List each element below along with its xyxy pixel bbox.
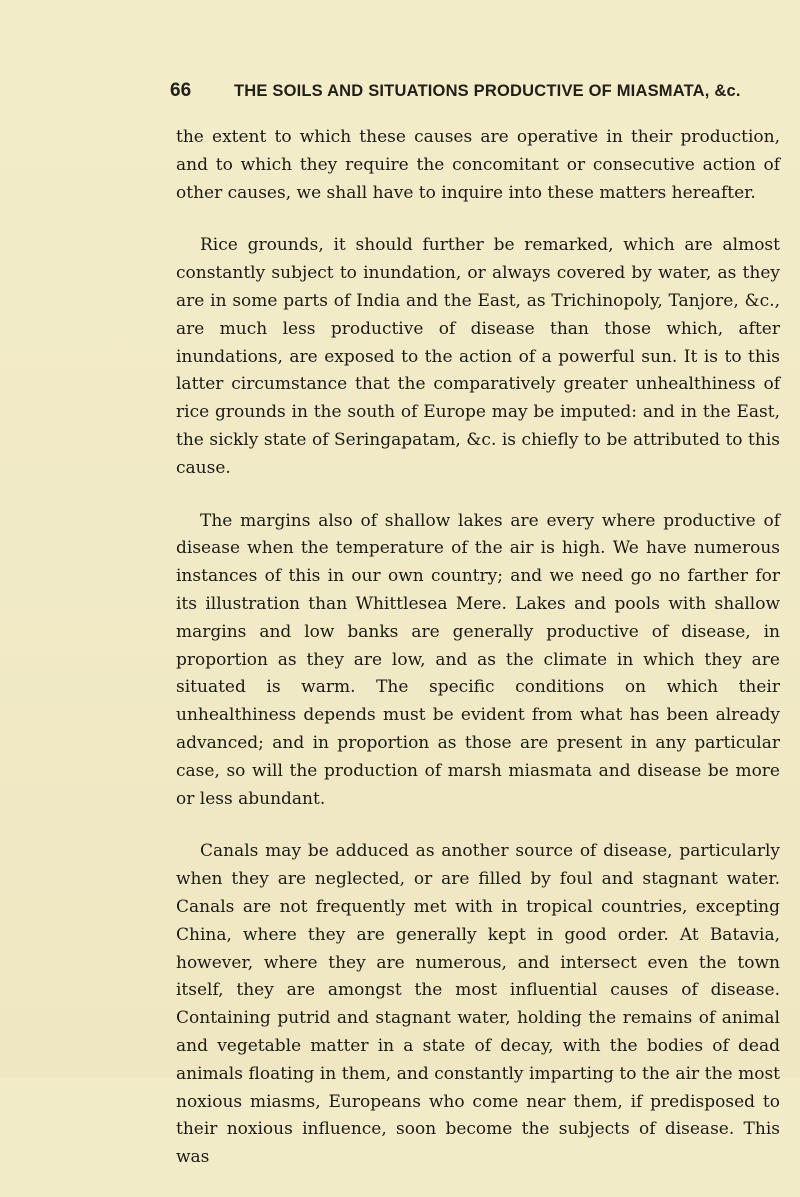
page-number: 66: [170, 80, 192, 101]
paragraph-shallow-lakes: The margins also of shallow lakes are every where productive of disease when the temperature of the air is high. We have numerous instances of this in our own country; and we need go no farther for its illustration than Whittlesea Mere. Lakes and pools with shallow margins and low banks are generally productive of disease, in proportion as they are low, and as the climate in which they are situated is warm. The specific conditions on which their unhealthiness depends must be evident from what has been already advanced; and in proportion as those are present in any particular case, so will the production of marsh miasmata and disease be more or less abundant.: [176, 510, 780, 809]
paragraph-canals: Canals may be adduced as another source of disease, particularly when they are neglected, or are filled by foul and stagnant water. Canals are not frequently met with in tropical countries, excepting China, where they are generally kept in good order. At Batavia, however, where they are numerous, and intersect even the town itself, they are amongst the most influential causes of disease. Containing putrid and stagnant water, holding the remains of animal and vegetable matter in a state of decay, with the bodies of dead animals floating in them, and constantly imparting to the air the most noxious miasms, Europeans who come near them, if predisposed to their noxious influence, soon become the subjects of disease. This was: [176, 841, 780, 1168]
paragraph-rice-grounds: Rice grounds, it should further be remarked, which are almost constantly subject to inundation, or always covered by water, as they are in some parts of India and the East, as Trichinopoly, Tanjore, &c., are much less productive of disease than those which, after inundations, are exposed to the action of a powerful sun. It is to this latter circumstance that the comparatively greater unhealthiness of rice grounds in the south of Europe may be imputed: and in the East, the sickly state of Seringapatam, &c. is chiefly to be attributed to this cause.: [176, 235, 780, 478]
page-header: [170, 80, 790, 112]
running-head: THE SOILS AND SITUATIONS PRODUCTIVE OF MIASMATA, &c.: [234, 82, 741, 100]
paragraph-continued: the extent to which these causes are operative in their production, and to which they require the concomitant or consecutive action of other causes, we shall have to inquire into these matters hereafter.: [176, 127, 780, 203]
body-text: [176, 124, 780, 1197]
